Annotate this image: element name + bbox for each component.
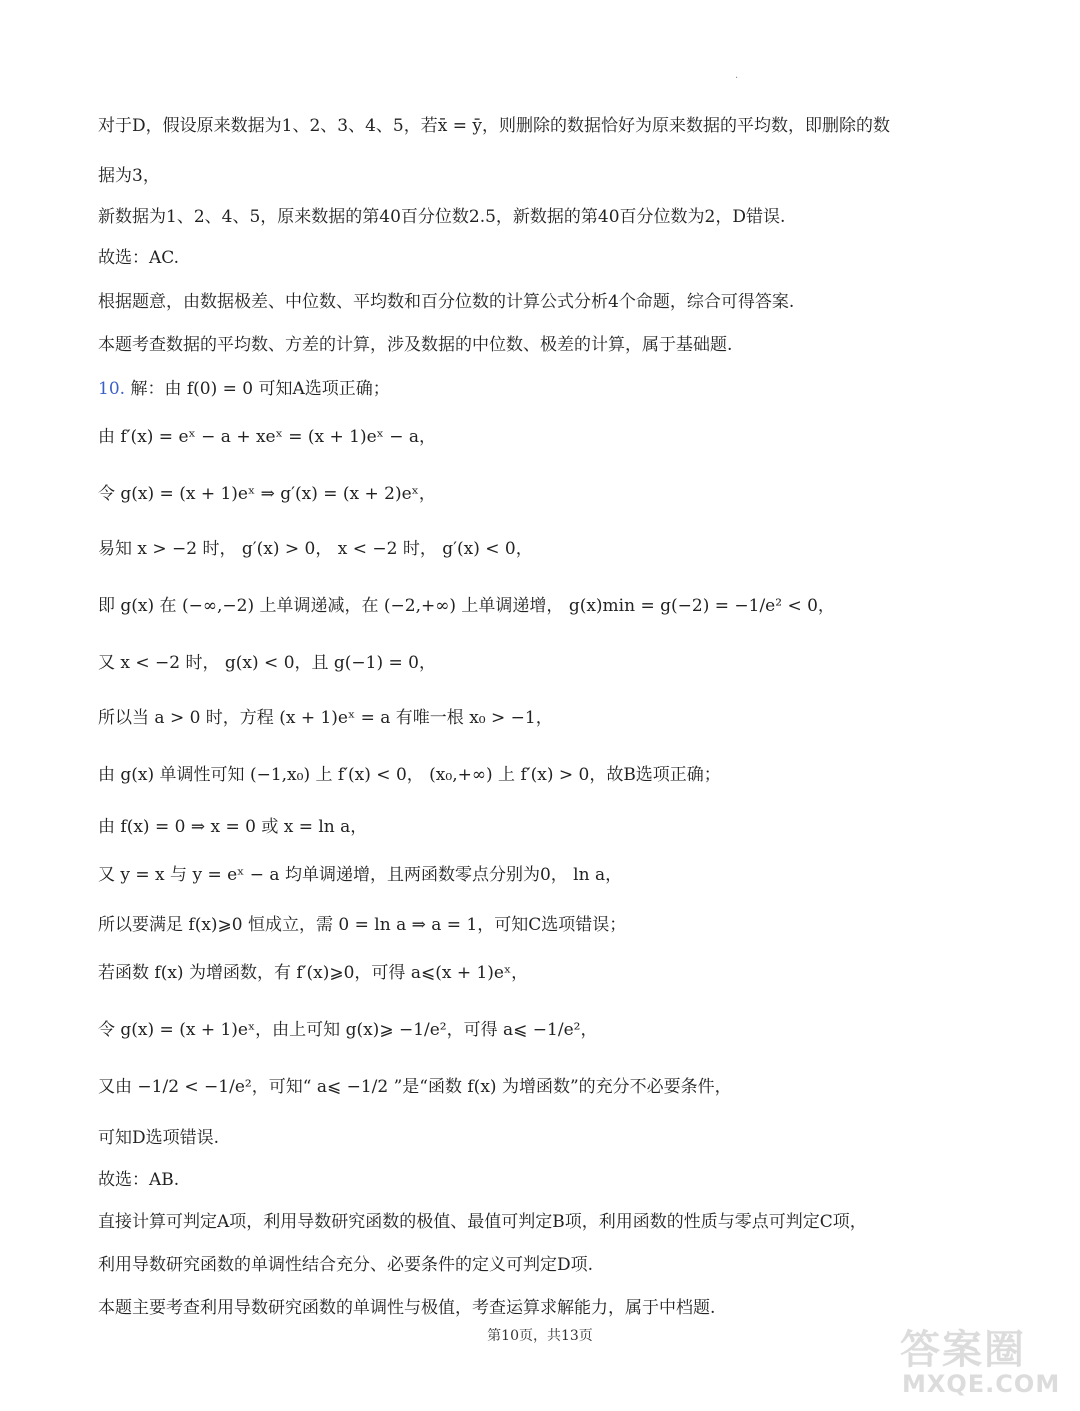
text-line-12: 又 x < −2 时， g(x) < 0，且 g(−1) = 0， [98, 653, 436, 673]
text-line-18: 若函数 f(x) 为增函数，有 f′(x)⩾0，可得 a⩽(x + 1)eˣ， [98, 963, 529, 983]
text-line-3: 新数据为1、2、4、5，原来数据的第40百分位数2.5，新数据的第40百分位数为2，D错误. [98, 207, 786, 227]
text-line-9: 令 g(x) = (x + 1)eˣ ⇒ g′(x) = (x + 2)eˣ， [98, 484, 436, 504]
text-line-22: 故选：AB. [98, 1170, 180, 1190]
watermark-text-main: 答案圈 [900, 1327, 1026, 1373]
text-line-20: 又由 −1/2 < −1/e²，可知“ a⩽ −1/2 ”是“函数 f(x) 为增函数”的充分不必要条件， [98, 1077, 732, 1097]
text-line-23: 直接计算可判定A项，利用导数研究函数的极值、最值可判定B项，利用函数的性质与零点可判定C项， [98, 1212, 867, 1232]
question-10-line [98, 377, 390, 401]
text-line-5: 根据题意，由数据极差、中位数、平均数和百分位数的计算公式分析4个命题，综合可得答案. [98, 292, 795, 312]
watermark-logo [900, 1318, 1070, 1404]
watermark-text-domain: MXQE.COM [902, 1370, 1061, 1398]
text-line-13: 所以当 a > 0 时，方程 (x + 1)eˣ = a 有唯一根 x₀ > −1， [98, 708, 553, 728]
text-line-17: 所以要满足 f(x)⩾0 恒成立，需 0 = ln a ⇒ a = 1，可知C选项错误； [98, 915, 627, 935]
text-line-10: 易知 x > −2 时， g′(x) > 0， x < −2 时， g′(x) < 0， [98, 539, 533, 559]
text-line-14: 由 g(x) 单调性可知 (−1,x₀) 上 f′(x) < 0， (x₀,+∞) 上 f′(x) > 0，故B选项正确； [98, 765, 721, 785]
text-line-4: 故选：AC. [98, 248, 180, 268]
text-line-11: 即 g(x) 在 (−∞,−2) 上单调递减，在 (−2,+∞) 上单调递增， g(x)min = g(−2) = −1/e² < 0， [98, 596, 835, 616]
text-line-1: 对于D，假设原来数据为1、2、3、4、5，若x̄ = ȳ，则删除的数据恰好为原来数据的平均数，即删除的数 [98, 116, 890, 136]
text-line-24: 利用导数研究函数的单调性结合充分、必要条件的定义可判定D项. [98, 1255, 594, 1275]
top-mark: · [735, 73, 739, 84]
text-line-8: 由 f′(x) = eˣ − a + xeˣ = (x + 1)eˣ − a， [98, 427, 437, 447]
question-10-first-line: 解：由 f(0) = 0 可知A选项正确； [130, 379, 390, 399]
text-line-25: 本题主要考查利用导数研究函数的单调性与极值，考查运算求解能力，属于中档题. [98, 1298, 716, 1318]
question-number: 10. [98, 379, 126, 399]
text-line-6: 本题考查数据的平均数、方差的计算，涉及数据的中位数、极差的计算，属于基础题. [98, 335, 733, 355]
text-line-2: 据为3， [98, 166, 160, 186]
text-line-16: 又 y = x 与 y = eˣ − a 均单调递增，且两函数零点分别为0， ln a， [98, 865, 623, 885]
text-line-19: 令 g(x) = (x + 1)eˣ，由上可知 g(x)⩾ −1/e²，可得 a⩽ −1/e²， [98, 1020, 598, 1040]
text-line-21: 可知D选项错误. [98, 1128, 220, 1148]
text-line-15: 由 f(x) = 0 ⇒ x = 0 或 x = ln a， [98, 817, 368, 837]
page-footer: 第10页，共13页 [487, 1328, 593, 1344]
